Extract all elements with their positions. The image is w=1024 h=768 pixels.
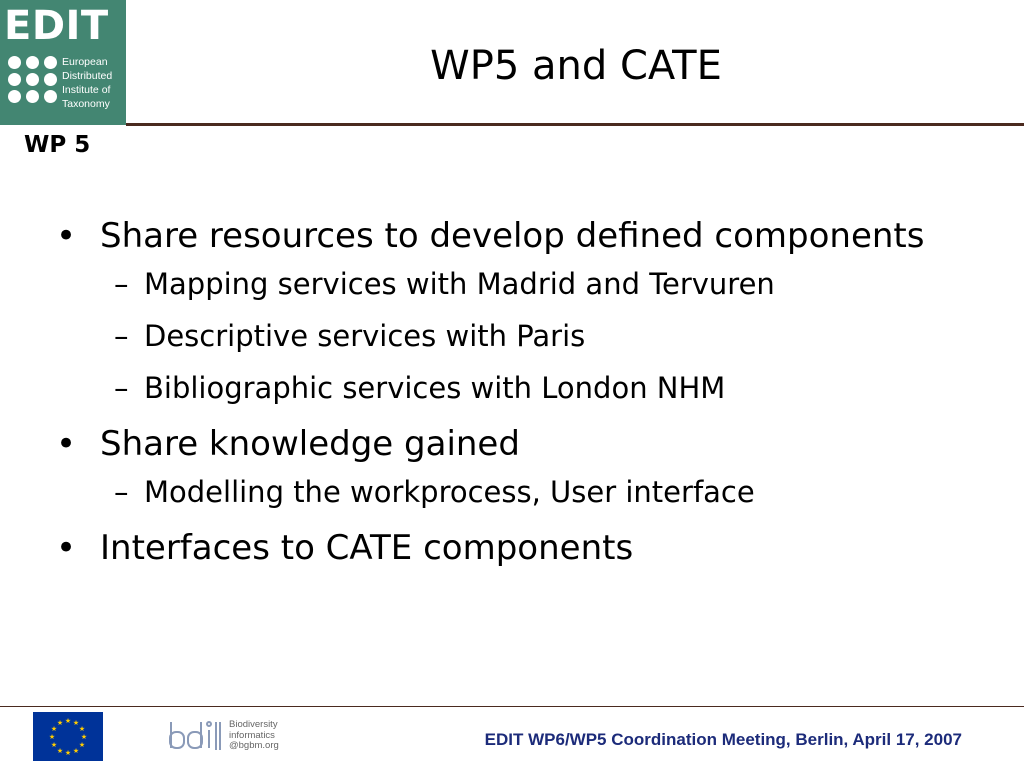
dash-marker: –	[114, 319, 129, 353]
eu-flag-icon	[33, 712, 103, 761]
svg-text:★: ★	[78, 725, 86, 733]
bullet-item	[56, 420, 986, 512]
bdi-logo-line: Biodiversity	[229, 719, 278, 730]
slide-title: WP5 and CATE	[430, 43, 722, 89]
bullet-item	[56, 212, 986, 408]
bullet-list	[56, 212, 986, 578]
footer-meeting-text: EDIT WP6/WP5 Coordination Meeting, Berlin, April 17, 2007	[484, 730, 962, 749]
bullet-text: Share resources to develop defined components	[100, 216, 925, 256]
svg-text:★: ★	[64, 717, 72, 725]
sub-bullet-item	[100, 472, 986, 512]
svg-text:★: ★	[56, 747, 64, 755]
sub-bullet-text: Modelling the workprocess, User interface	[144, 475, 755, 509]
bdi-logo-text	[229, 720, 279, 752]
svg-text:★: ★	[72, 747, 80, 755]
svg-text:★: ★	[50, 725, 58, 733]
dash-marker: –	[114, 267, 129, 301]
svg-text:★: ★	[78, 741, 86, 749]
svg-text:★: ★	[50, 741, 58, 749]
dash-marker: –	[114, 371, 129, 405]
bullet-text: Share knowledge gained	[100, 424, 520, 464]
dash-marker: –	[114, 475, 129, 509]
sub-bullet-item	[100, 264, 986, 304]
bullet-marker: •	[56, 216, 77, 256]
logo-tagline-line: Taxonomy	[62, 98, 110, 110]
svg-text:★: ★	[80, 733, 88, 741]
bullet-marker: •	[56, 424, 77, 464]
svg-text:★: ★	[72, 719, 80, 727]
logo-tagline-line: European	[62, 56, 108, 68]
sub-bullet-text: Mapping services with Madrid and Tervuren	[144, 267, 775, 301]
bullet-marker: •	[56, 528, 77, 568]
sub-bullet-text: Descriptive services with Paris	[144, 319, 586, 353]
sub-bullet-list	[100, 472, 986, 512]
logo-wordmark: EDIT	[4, 3, 109, 49]
header-divider	[126, 123, 1024, 126]
svg-text:★: ★	[64, 749, 72, 757]
sub-bullet-item	[100, 368, 986, 408]
sub-bullet-item	[100, 316, 986, 356]
section-label: WP 5	[24, 132, 91, 158]
bdi-logo-line: informatics	[229, 729, 275, 741]
svg-text:★: ★	[48, 733, 56, 741]
bullet-text: Interfaces to CATE components	[100, 528, 634, 568]
footer-divider	[0, 706, 1024, 707]
logo-tagline	[62, 55, 112, 111]
svg-text:★: ★	[56, 719, 64, 727]
sub-bullet-list	[100, 264, 986, 408]
bullet-item	[56, 524, 986, 572]
bdi-logo-line: @bgbm.org	[229, 740, 279, 751]
edit-logo	[0, 0, 126, 125]
sub-bullet-text: Bibliographic services with London NHM	[144, 371, 726, 405]
logo-tagline-line: Distributed	[62, 70, 113, 82]
logo-tagline-line: Institute of	[62, 84, 111, 96]
